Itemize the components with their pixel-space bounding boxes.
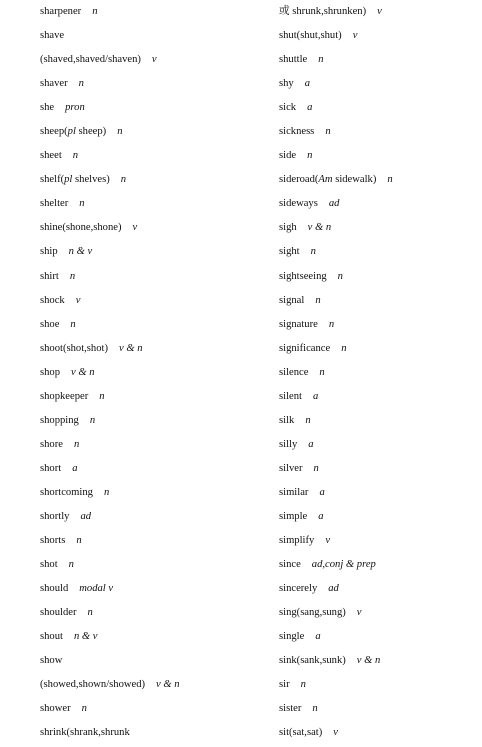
entry-part-of-speech: n (341, 342, 347, 354)
entry-part-of-speech: v & n (156, 679, 180, 691)
entry-part-of-speech: v (75, 294, 81, 306)
entry-word (279, 343, 330, 354)
vocabulary-entry (40, 483, 265, 507)
entry-part-of-speech: a (318, 510, 324, 522)
entry-word (279, 102, 296, 113)
entry-word (279, 198, 318, 209)
entry-word (40, 511, 69, 522)
vocabulary-entry (279, 699, 479, 723)
entry-word (40, 463, 61, 474)
entry-headword: sightseeing (279, 270, 327, 282)
entry-word (279, 511, 307, 522)
entry-word (40, 6, 81, 17)
entry-part-of-speech: n (79, 198, 85, 210)
entry-part-of-speech: n (305, 414, 311, 426)
entry-headword: sickness (279, 126, 315, 138)
entry-word (279, 415, 294, 426)
entry-part-of-speech: n (89, 414, 96, 426)
entry-word (279, 703, 301, 714)
entry-part-of-speech: n (325, 126, 331, 138)
entry-part-of-speech: ad (80, 510, 92, 522)
vocabulary-entry (40, 555, 265, 579)
vocabulary-entry (40, 74, 265, 98)
entry-word (279, 535, 314, 546)
entry-word (40, 703, 71, 714)
entry-word (40, 343, 108, 354)
entry-inflection: shelves) (72, 174, 110, 186)
vocabulary-entry (279, 675, 479, 699)
entry-headword: sharpener (40, 6, 82, 17)
vocabulary-entry (40, 267, 265, 291)
entry-word (40, 415, 79, 426)
entry-part-of-speech: modal v (79, 583, 114, 595)
vocabulary-entry (279, 603, 479, 627)
entry-headword: (shaved,shaved/shaven) (40, 54, 141, 66)
entry-word (279, 295, 304, 306)
entry-part-of-speech: n (337, 270, 343, 282)
entry-headword: sit(sat,sat) (279, 727, 323, 739)
entry-word (279, 559, 301, 570)
entry-headword: similar (279, 486, 309, 498)
vocabulary-entry (279, 267, 479, 291)
entry-part-of-speech: n (70, 318, 76, 330)
vocabulary-entry (40, 699, 265, 723)
vocabulary-entry (279, 555, 479, 579)
entry-part-of-speech: n (87, 607, 93, 619)
entry-word (40, 727, 130, 738)
entry-headword: sister (279, 703, 302, 715)
vocabulary-entry (279, 387, 479, 411)
entry-word (279, 150, 296, 161)
entry-word (279, 727, 322, 738)
vocabulary-entry (279, 26, 479, 50)
entry-headword: sing(sang,sung) (279, 607, 346, 619)
entry-word (279, 463, 303, 474)
entry-headword: 或 shrunk,shrunken) (279, 6, 367, 17)
vocabulary-entry (40, 675, 265, 699)
entry-headword: simplify (279, 535, 315, 547)
entry-part-of-speech: ad,conj & prep (311, 559, 376, 571)
entry-word (279, 607, 346, 618)
vocabulary-entry (279, 483, 479, 507)
vocabulary-entry (40, 218, 265, 242)
entry-headword: signature (279, 318, 318, 330)
entry-headword: shelter (40, 198, 69, 210)
entry-part-of-speech: a (304, 78, 311, 90)
entry-word (279, 246, 300, 257)
entry-word (279, 126, 314, 137)
vocabulary-entry (279, 218, 479, 242)
entry-word (40, 679, 145, 690)
vocabulary-entry (279, 363, 479, 387)
entry-word (40, 535, 65, 546)
entry-part-of-speech: n (318, 54, 324, 66)
vocabulary-entry (279, 723, 479, 747)
entry-headword: silence (279, 366, 309, 378)
entry-headword: sir (279, 679, 290, 691)
entry-headword: shut(shut,shut) (279, 30, 342, 42)
vocabulary-entry (279, 122, 479, 146)
vocabulary-entry (40, 723, 265, 747)
entry-headword: shrink(shrank,shrunk (40, 727, 130, 739)
entry-usage-label: pl (67, 126, 76, 138)
entry-part-of-speech: n (312, 703, 318, 715)
entry-part-of-speech: a (72, 462, 78, 474)
entry-word (279, 6, 366, 17)
entry-headword: silver (279, 462, 303, 474)
vocabulary-entry (40, 627, 265, 651)
entry-headword: show (40, 655, 63, 667)
entry-part-of-speech: pron (65, 102, 85, 114)
entry-headword: shelf( (40, 174, 65, 186)
entry-headword: since (279, 559, 301, 571)
vocabulary-entry (40, 242, 265, 266)
entry-part-of-speech: n (300, 679, 306, 691)
entry-headword: sight (279, 246, 300, 258)
entry-headword: single (279, 631, 305, 643)
vocabulary-entry (279, 627, 479, 651)
entry-headword: simple (279, 510, 308, 522)
entry-headword: silent (279, 390, 302, 402)
entry-headword: shy (279, 78, 294, 90)
entry-headword: shoulder (40, 607, 77, 619)
entry-part-of-speech: n (73, 438, 80, 450)
entry-word (40, 559, 58, 570)
entry-word (279, 655, 346, 666)
entry-word (279, 439, 297, 450)
vocabulary-entry (279, 579, 479, 603)
entry-word (40, 30, 64, 41)
entry-word (279, 583, 317, 594)
entry-part-of-speech: n (313, 462, 319, 474)
vocabulary-entry (279, 146, 479, 170)
vocabulary-entry (279, 242, 479, 266)
vocabulary-entry (40, 170, 265, 194)
entry-word (40, 391, 88, 402)
vocabulary-entry (40, 98, 265, 122)
entry-headword: shine(shone,shone) (40, 222, 122, 234)
entry-part-of-speech: n (78, 78, 84, 90)
vocabulary-entry (279, 435, 479, 459)
entry-word (40, 198, 68, 209)
entry-headword: shot (40, 559, 58, 571)
entry-part-of-speech: n & v (68, 246, 93, 258)
entry-inflection: sidewalk) (332, 174, 377, 186)
entry-word (279, 78, 294, 89)
entry-headword: sideways (279, 198, 318, 210)
vocabulary-entry (279, 411, 479, 435)
entry-part-of-speech: n (120, 174, 127, 186)
vocabulary-entry (279, 507, 479, 531)
vocabulary-entry (40, 194, 265, 218)
vocabulary-entry (40, 363, 265, 387)
entry-headword: sheep( (40, 126, 68, 138)
entry-part-of-speech: n (315, 294, 321, 306)
entry-word (40, 487, 93, 498)
entry-headword: sink(sank,sunk) (279, 655, 346, 667)
entry-usage-label: pl (64, 174, 73, 186)
entry-word (40, 367, 60, 378)
vocabulary-entry (40, 339, 265, 363)
entry-headword: shortly (40, 510, 70, 522)
entry-part-of-speech: a (319, 486, 325, 498)
entry-headword: sigh (279, 222, 297, 234)
entry-part-of-speech: n & v (73, 631, 98, 643)
word-column-left (40, 2, 265, 747)
vocabulary-entry (40, 2, 265, 26)
entry-word (279, 631, 304, 642)
entry-part-of-speech: n (310, 246, 316, 258)
vocabulary-entry (279, 194, 479, 218)
entry-headword: signal (279, 294, 305, 306)
vocabulary-entry (279, 50, 479, 74)
entry-part-of-speech: n (92, 6, 98, 17)
entry-headword: silly (279, 438, 298, 450)
entry-word (279, 679, 290, 690)
entry-headword: significance (279, 342, 331, 354)
entry-headword: shaver (40, 78, 68, 90)
entry-part-of-speech: v (325, 535, 331, 547)
entry-word (40, 174, 110, 185)
entry-part-of-speech: a (312, 390, 319, 402)
entry-headword: shortcoming (40, 486, 93, 498)
vocabulary-entry (279, 2, 479, 26)
vocabulary-entry (40, 315, 265, 339)
vocabulary-entry (279, 531, 479, 555)
entry-headword: should (40, 583, 69, 595)
vocabulary-entry (279, 74, 479, 98)
entry-part-of-speech: v (377, 6, 382, 17)
entry-part-of-speech: v (356, 607, 362, 619)
entry-part-of-speech: v & n (356, 655, 381, 667)
entry-headword: (showed,shown/showed) (40, 679, 146, 691)
entry-headword: silk (279, 414, 295, 426)
entry-word (279, 367, 308, 378)
entry-word (40, 295, 65, 306)
entry-part-of-speech: n (69, 270, 76, 282)
entry-part-of-speech: n (103, 486, 110, 498)
vocabulary-entry (40, 435, 265, 459)
entry-word (279, 54, 307, 65)
vocabulary-entry (40, 411, 265, 435)
vocabulary-entry (40, 291, 265, 315)
entry-part-of-speech: n (117, 126, 123, 138)
entry-headword: shore (40, 438, 63, 450)
entry-part-of-speech: v (132, 222, 138, 234)
vocabulary-entry (279, 170, 479, 194)
entry-word (40, 631, 63, 642)
vocabulary-entry (279, 98, 479, 122)
entry-headword: sideroad( (279, 174, 319, 186)
entry-headword: sheet (40, 150, 62, 162)
entry-word (40, 78, 68, 89)
entry-word (40, 246, 58, 257)
entry-headword: shave (40, 30, 65, 42)
entry-part-of-speech: n (81, 703, 87, 715)
entry-word (40, 655, 62, 666)
entry-part-of-speech: v (352, 30, 358, 42)
entry-part-of-speech: n (328, 318, 335, 330)
entry-usage-label: Am (318, 174, 333, 186)
entry-word (279, 391, 302, 402)
entry-part-of-speech: a (308, 438, 314, 450)
vocabulary-entry (279, 339, 479, 363)
vocabulary-entry (40, 507, 265, 531)
entry-headword: shock (40, 294, 65, 306)
entry-part-of-speech: n (76, 535, 82, 547)
vocabulary-entry (40, 146, 265, 170)
entry-headword: shoe (40, 318, 60, 330)
entry-part-of-speech: n (319, 366, 325, 378)
vocabulary-entry (279, 651, 479, 675)
entry-word (40, 126, 106, 137)
entry-word (279, 319, 318, 330)
entry-word (40, 319, 59, 330)
entry-word (40, 607, 76, 618)
vocabulary-entry (40, 579, 265, 603)
vocabulary-entry (40, 531, 265, 555)
vocabulary-entry (40, 122, 265, 146)
entry-word (279, 487, 308, 498)
entry-headword: ship (40, 246, 58, 258)
entry-headword: shopkeeper (40, 390, 89, 402)
entry-word (40, 583, 68, 594)
entry-inflection: sheep) (75, 126, 107, 138)
vocabulary-entry (279, 291, 479, 315)
entry-word (40, 222, 122, 233)
vocabulary-entry (279, 315, 479, 339)
entry-part-of-speech: n (99, 390, 105, 402)
entry-headword: short (40, 462, 62, 474)
entry-part-of-speech: v (151, 54, 157, 66)
entry-part-of-speech: v & n (118, 342, 143, 354)
entry-headword: shopping (40, 414, 79, 426)
entry-word (40, 271, 59, 282)
entry-headword: side (279, 150, 297, 162)
entry-part-of-speech: n (307, 150, 313, 162)
entry-headword: shorts (40, 535, 66, 547)
vocabulary-entry (40, 459, 265, 483)
entry-word (279, 174, 376, 185)
entry-headword: shuttle (279, 54, 308, 66)
entry-headword: shirt (40, 270, 59, 282)
vocabulary-entry (40, 50, 265, 74)
entry-word (279, 222, 297, 233)
entry-word (40, 54, 141, 65)
vocabulary-entry (40, 26, 265, 50)
entry-headword: shout (40, 631, 63, 643)
entry-part-of-speech: v & n (71, 366, 95, 378)
entry-headword: shop (40, 366, 61, 378)
entry-part-of-speech: n (72, 150, 79, 162)
entry-word (279, 271, 327, 282)
vocabulary-entry (279, 459, 479, 483)
vocabulary-entry (40, 387, 265, 411)
entry-headword: shower (40, 703, 71, 715)
entry-part-of-speech: a (307, 102, 313, 114)
entry-word (40, 150, 62, 161)
entry-part-of-speech: n (387, 174, 393, 186)
entry-headword: sick (279, 102, 297, 114)
entry-part-of-speech: n (68, 559, 74, 571)
vocabulary-entry (40, 603, 265, 627)
entry-part-of-speech: v (333, 727, 338, 739)
entry-headword: shoot(shot,shot) (40, 342, 108, 354)
entry-headword: she (40, 102, 55, 114)
entry-headword: sincerely (279, 583, 318, 595)
entry-word (40, 439, 63, 450)
entry-word (279, 30, 342, 41)
word-column-right (279, 2, 479, 747)
entry-word (40, 102, 54, 113)
entry-part-of-speech: ad (328, 583, 339, 595)
entry-part-of-speech: a (315, 631, 321, 643)
entry-part-of-speech: ad (328, 198, 340, 210)
entry-part-of-speech: v & n (307, 222, 332, 234)
vocabulary-entry (40, 651, 265, 675)
